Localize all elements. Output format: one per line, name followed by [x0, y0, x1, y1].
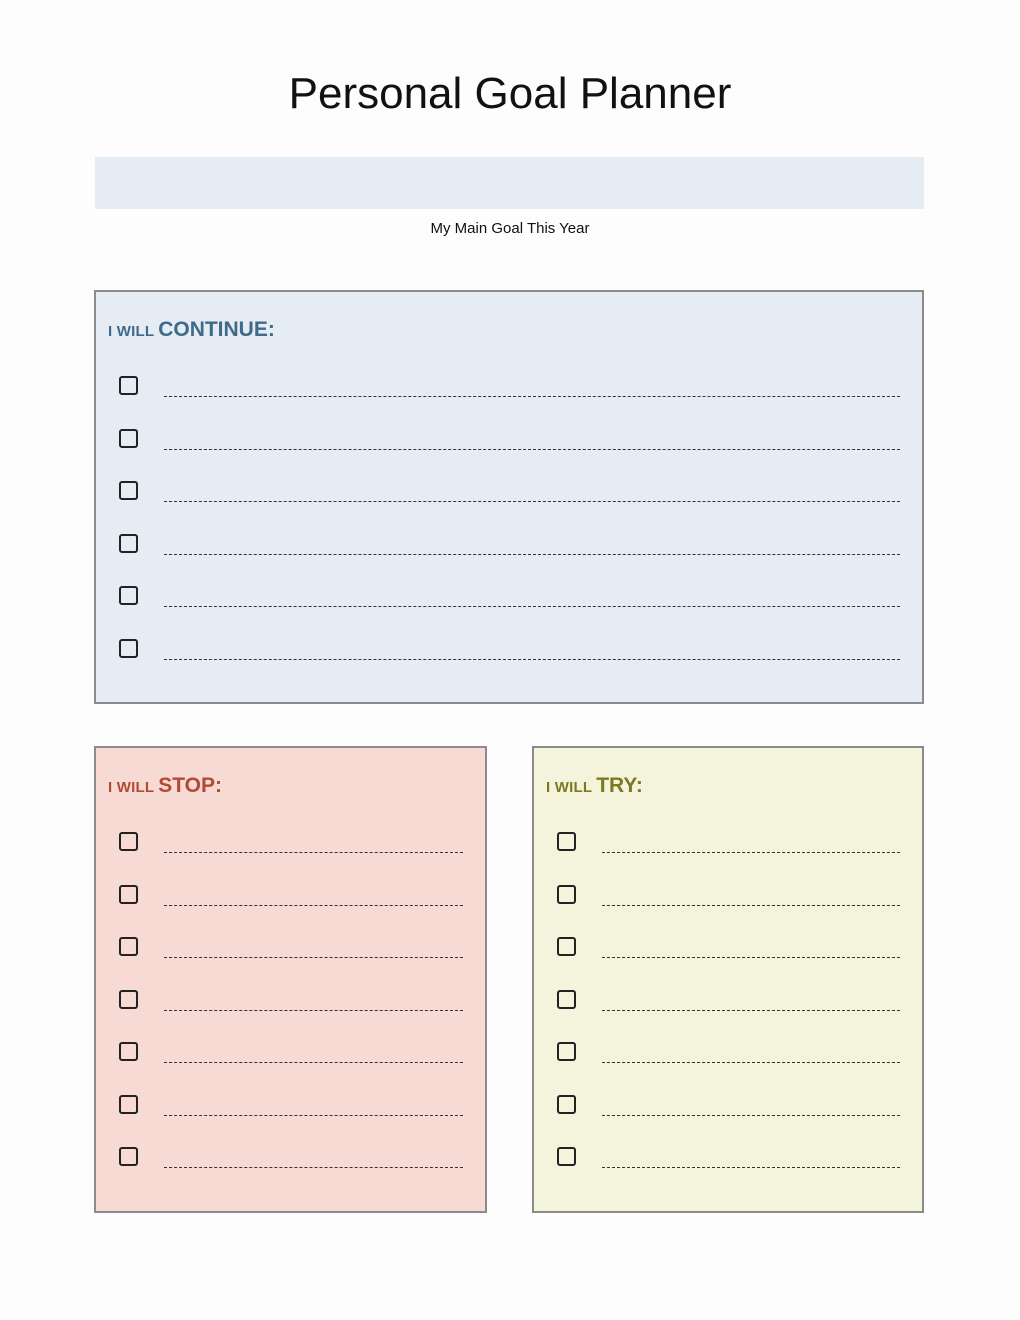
stop-heading: [108, 774, 222, 798]
continue-item-checkbox[interactable]: [119, 429, 138, 448]
stop-item-checkbox[interactable]: [119, 1095, 138, 1114]
try-item-line[interactable]: [602, 1143, 900, 1168]
continue-item: [96, 635, 922, 688]
try-item-line[interactable]: [602, 1091, 900, 1116]
try-item: [534, 933, 922, 986]
try-panel: [532, 746, 924, 1213]
stop-item-line[interactable]: [164, 1038, 463, 1063]
continue-panel: [94, 290, 924, 704]
try-item: [534, 1091, 922, 1144]
try-item-checkbox[interactable]: [557, 1042, 576, 1061]
try-item: [534, 828, 922, 881]
try-item-checkbox[interactable]: [557, 1095, 576, 1114]
page-title: Personal Goal Planner: [288, 69, 732, 118]
continue-item-checkbox[interactable]: [119, 586, 138, 605]
stop-item-checkbox[interactable]: [119, 1042, 138, 1061]
continue-item: [96, 582, 922, 635]
try-item-checkbox[interactable]: [557, 937, 576, 956]
stop-item: [96, 1091, 485, 1144]
try-item-line[interactable]: [602, 933, 900, 958]
continue-item-checkbox[interactable]: [119, 639, 138, 658]
continue-item-line[interactable]: [164, 477, 900, 502]
continue-heading-prefix: I WILL: [108, 323, 155, 340]
stop-item-checkbox[interactable]: [119, 937, 138, 956]
stop-item: [96, 828, 485, 881]
continue-item-line[interactable]: [164, 582, 900, 607]
stop-item-checkbox[interactable]: [119, 885, 138, 904]
try-item: [534, 1038, 922, 1091]
try-item-line[interactable]: [602, 986, 900, 1011]
stop-item: [96, 881, 485, 934]
try-item: [534, 986, 922, 1039]
try-heading-prefix: I WILL: [546, 779, 593, 796]
try-heading: [546, 774, 643, 798]
try-heading-keyword: TRY:: [596, 774, 643, 797]
stop-item-line[interactable]: [164, 828, 463, 853]
continue-item: [96, 372, 922, 425]
stop-list: [96, 828, 485, 1196]
stop-item-line[interactable]: [164, 933, 463, 958]
stop-item-checkbox[interactable]: [119, 1147, 138, 1166]
try-item-checkbox[interactable]: [557, 990, 576, 1009]
continue-heading: [108, 318, 275, 342]
stop-heading-prefix: I WILL: [108, 779, 155, 796]
stop-heading-keyword: STOP:: [158, 774, 222, 797]
try-item-line[interactable]: [602, 1038, 900, 1063]
try-item-line[interactable]: [602, 881, 900, 906]
continue-list: [96, 372, 922, 687]
continue-heading-keyword: CONTINUE:: [158, 318, 275, 341]
stop-item-checkbox[interactable]: [119, 832, 138, 851]
try-item: [534, 881, 922, 934]
try-item-checkbox[interactable]: [557, 885, 576, 904]
stop-panel: [94, 746, 487, 1213]
stop-item: [96, 933, 485, 986]
stop-item-checkbox[interactable]: [119, 990, 138, 1009]
continue-item-line[interactable]: [164, 635, 900, 660]
stop-item-line[interactable]: [164, 881, 463, 906]
continue-item-checkbox[interactable]: [119, 534, 138, 553]
main-goal-input[interactable]: [95, 157, 924, 209]
try-item: [534, 1143, 922, 1196]
try-item-checkbox[interactable]: [557, 832, 576, 851]
continue-item-line[interactable]: [164, 425, 900, 450]
try-list: [534, 828, 922, 1196]
stop-item: [96, 986, 485, 1039]
continue-item-checkbox[interactable]: [119, 481, 138, 500]
stop-item: [96, 1143, 485, 1196]
stop-item: [96, 1038, 485, 1091]
continue-item: [96, 425, 922, 478]
continue-item: [96, 477, 922, 530]
stop-item-line[interactable]: [164, 986, 463, 1011]
continue-item-line[interactable]: [164, 372, 900, 397]
try-item-checkbox[interactable]: [557, 1147, 576, 1166]
continue-item: [96, 530, 922, 583]
main-goal-caption: My Main Goal This Year: [430, 220, 590, 237]
try-item-line[interactable]: [602, 828, 900, 853]
stop-item-line[interactable]: [164, 1091, 463, 1116]
stop-item-line[interactable]: [164, 1143, 463, 1168]
continue-item-checkbox[interactable]: [119, 376, 138, 395]
continue-item-line[interactable]: [164, 530, 900, 555]
